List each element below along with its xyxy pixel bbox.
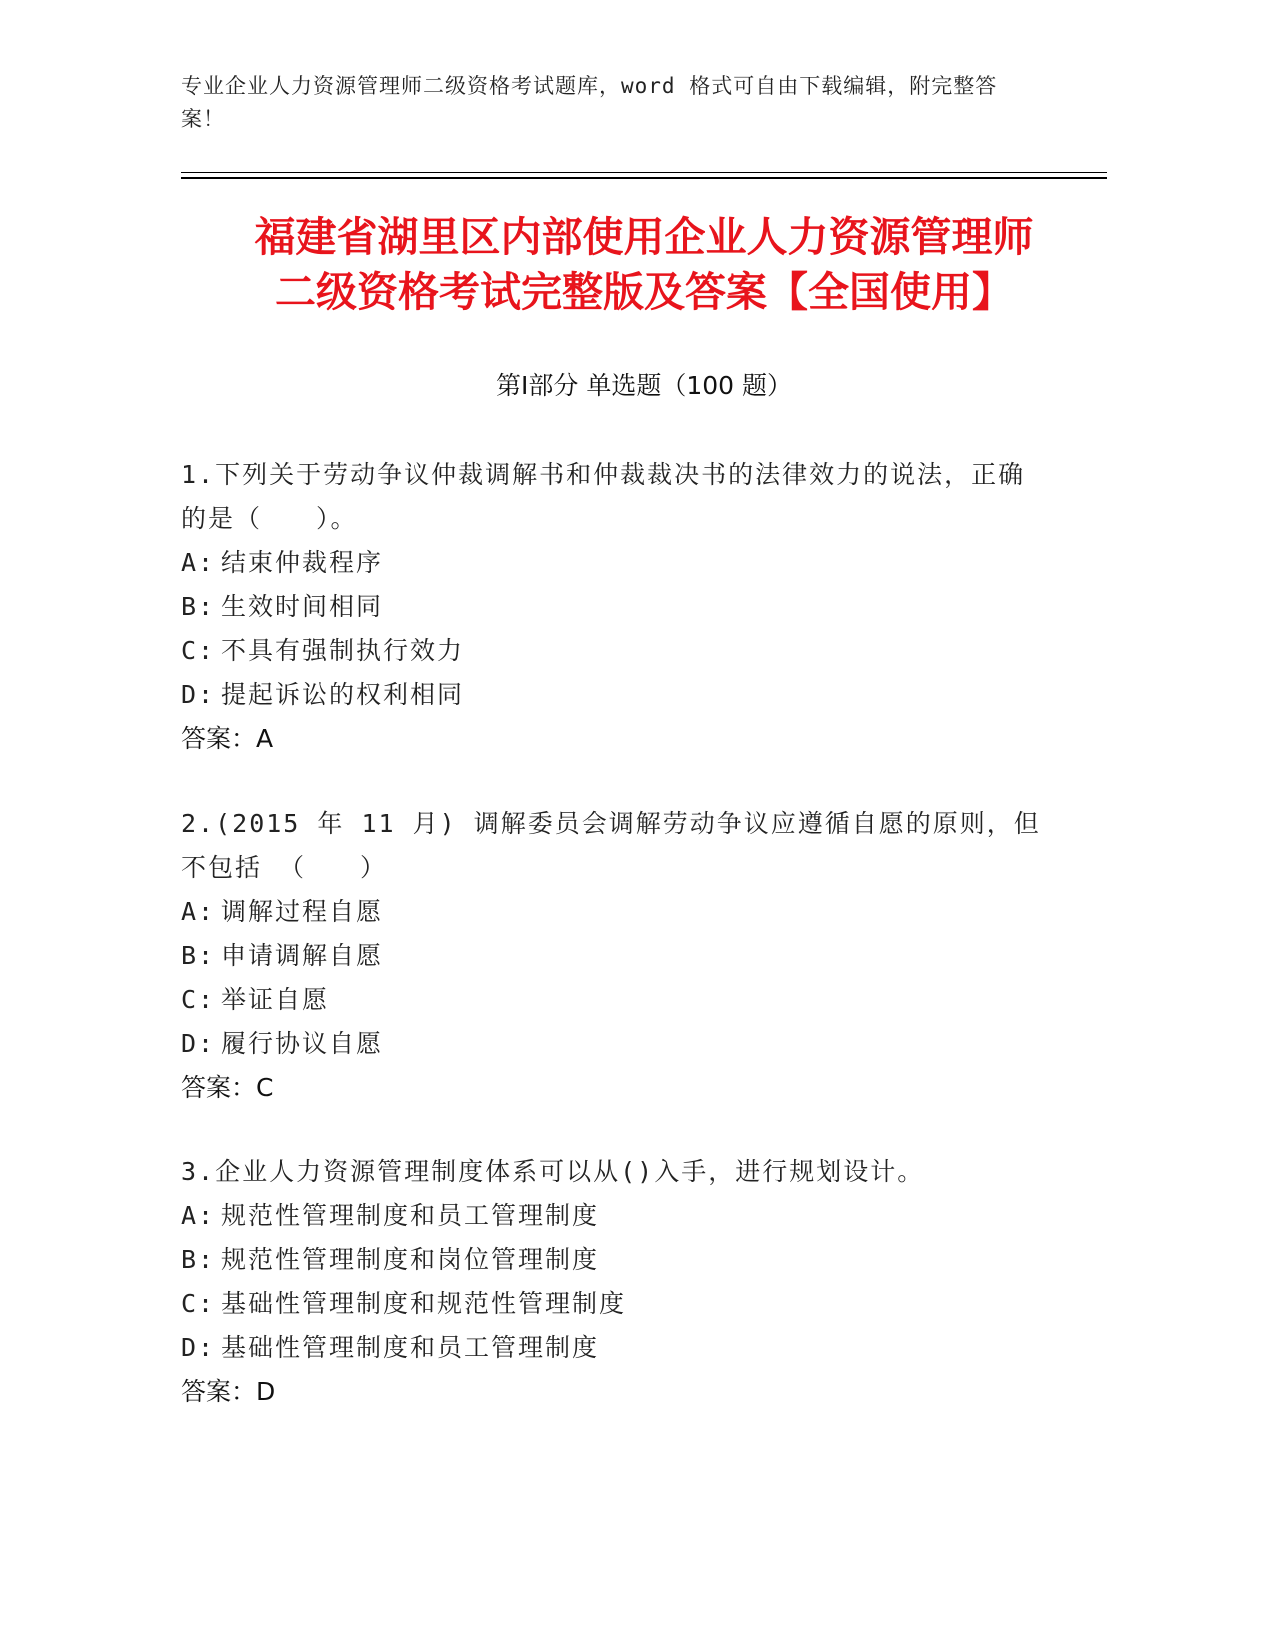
document-title-line-2: 二级资格考试完整版及答案【全国使用】 [275, 268, 1013, 316]
option-a [181, 890, 1041, 934]
header-divider-thick [181, 177, 1107, 179]
option-letter: A: [181, 1201, 216, 1230]
header-divider-thin [181, 172, 1107, 173]
option-d [181, 1326, 1041, 1370]
option-letter: A: [181, 548, 216, 577]
document-title-line-1: 福建省湖里区内部使用企业人力资源管理师 [254, 213, 1034, 261]
option-letter: D: [181, 680, 216, 709]
option-letter: C: [181, 1289, 216, 1318]
answer-label: 答案：D [181, 1377, 276, 1406]
option-letter: D: [181, 1333, 216, 1362]
question-stem: 2.(2015 年 11 月) 调解委员会调解劳动争议应遵循自愿的原则，但不包括 （ ） [181, 809, 1041, 882]
option-text: 调解过程自愿 [221, 897, 384, 926]
header-note: 专业企业人力资源管理师二级资格考试题库，word 格式可自由下载编辑，附完整答案！ [181, 74, 998, 131]
option-text: 规范性管理制度和员工管理制度 [221, 1201, 600, 1230]
question-stem: 1.下列关于劳动争议仲裁调解书和仲裁裁决书的法律效力的说法，正确的是（ ）。 [181, 460, 1026, 533]
option-text: 履行协议自愿 [221, 1029, 384, 1058]
option-b [181, 1238, 1041, 1282]
option-text: 规范性管理制度和岗位管理制度 [221, 1245, 600, 1274]
question-2 [181, 802, 1041, 1110]
answer-label: 答案：A [181, 724, 274, 753]
option-c [181, 629, 1041, 673]
option-text: 申请调解自愿 [221, 941, 384, 970]
option-text: 基础性管理制度和员工管理制度 [221, 1333, 600, 1362]
option-letter: B: [181, 1245, 216, 1274]
option-b [181, 934, 1041, 978]
question-stem: 3.企业人力资源管理制度体系可以从()入手，进行规划设计。 [181, 1157, 925, 1186]
option-letter: C: [181, 985, 216, 1014]
option-letter: C: [181, 636, 216, 665]
option-letter: A: [181, 897, 216, 926]
option-d [181, 673, 1041, 717]
option-c [181, 1282, 1041, 1326]
section-title: 第Ⅰ部分 单选题（100 题） [496, 371, 792, 400]
option-letter: B: [181, 592, 216, 621]
option-letter: D: [181, 1029, 216, 1058]
option-text: 举证自愿 [221, 985, 330, 1014]
document-title [181, 210, 1107, 320]
option-a [181, 541, 1041, 585]
option-text: 不具有强制执行效力 [221, 636, 465, 665]
answer-label: 答案：C [181, 1073, 274, 1102]
option-a [181, 1194, 1041, 1238]
option-c [181, 978, 1041, 1022]
question-3 [181, 1150, 1041, 1414]
option-text: 结束仲裁程序 [221, 548, 384, 577]
option-text: 生效时间相同 [221, 592, 384, 621]
option-text: 提起诉讼的权利相同 [221, 680, 465, 709]
option-letter: B: [181, 941, 216, 970]
option-text: 基础性管理制度和规范性管理制度 [221, 1289, 627, 1318]
question-1 [181, 453, 1041, 761]
option-b [181, 585, 1041, 629]
option-d [181, 1022, 1041, 1066]
